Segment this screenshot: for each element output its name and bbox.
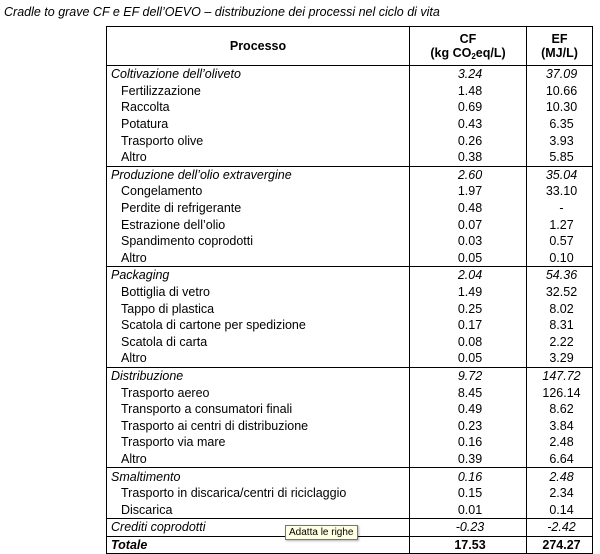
table-row <box>107 116 593 133</box>
process-cell: Spandimento coprodotti <box>107 233 410 250</box>
cf-cell: 9.72 <box>410 367 527 384</box>
process-cell: Totale <box>107 536 410 554</box>
table-row <box>107 485 593 502</box>
cf-cell: 0.38 <box>410 149 527 166</box>
table-row <box>107 99 593 116</box>
process-cell: Congelamento <box>107 183 410 200</box>
table-row <box>107 216 593 233</box>
process-cell: Fertilizzazione <box>107 83 410 100</box>
ef-cell: 126.14 <box>527 384 593 401</box>
table-row <box>107 384 593 401</box>
cf-cell: 0.39 <box>410 451 527 468</box>
ef-cell: 147.72 <box>527 367 593 384</box>
ef-cell: 2.22 <box>527 334 593 351</box>
table-row <box>107 334 593 351</box>
ef-cell: 37.09 <box>527 66 593 83</box>
ef-cell: 10.30 <box>527 99 593 116</box>
cf-cell: 1.97 <box>410 183 527 200</box>
table-body <box>107 66 593 554</box>
header-cf-unit-a: (kg CO <box>430 46 472 60</box>
cf-cell: 0.69 <box>410 99 527 116</box>
process-cell: Bottiglia di vetro <box>107 284 410 301</box>
process-cell: Estrazione dell’olio <box>107 216 410 233</box>
process-cell: Scatola di carta <box>107 334 410 351</box>
table-row <box>107 300 593 317</box>
table-row <box>107 200 593 217</box>
table-row <box>107 434 593 451</box>
process-cell: Transporto a consumatori finali <box>107 401 410 418</box>
ef-cell: 2.48 <box>527 468 593 485</box>
category-row <box>107 66 593 83</box>
header-cf-unit-b: eq/L) <box>475 46 506 60</box>
ef-cell: 8.02 <box>527 300 593 317</box>
cf-cell: 0.49 <box>410 401 527 418</box>
ef-cell: 0.14 <box>527 501 593 518</box>
process-cell: Raccolta <box>107 99 410 116</box>
ef-cell: 3.29 <box>527 350 593 367</box>
process-cell: Perdite di refrigerante <box>107 200 410 217</box>
table-row <box>107 132 593 149</box>
table-row <box>107 401 593 418</box>
process-cell: Altro <box>107 451 410 468</box>
cf-cell: 17.53 <box>410 536 527 554</box>
ef-cell: 5.85 <box>527 149 593 166</box>
cf-cell: 3.24 <box>410 66 527 83</box>
cf-cell: 0.01 <box>410 501 527 518</box>
ef-cell: 6.35 <box>527 116 593 133</box>
header-row <box>107 27 593 66</box>
ef-cell: 6.64 <box>527 451 593 468</box>
table-row <box>107 183 593 200</box>
table-row <box>107 284 593 301</box>
header-ef <box>527 27 593 66</box>
ef-cell: 274.27 <box>527 536 593 554</box>
ef-cell: 8.62 <box>527 401 593 418</box>
cf-cell: 0.08 <box>410 334 527 351</box>
header-cf-unit-sub: 2 <box>471 52 476 61</box>
cf-cell: 0.05 <box>410 250 527 267</box>
process-cell: Trasporto olive <box>107 132 410 149</box>
cf-cell: 8.45 <box>410 384 527 401</box>
process-cell: Crediti coprodotti <box>107 519 410 537</box>
ef-cell: 10.66 <box>527 83 593 100</box>
table-row <box>107 250 593 267</box>
cf-cell: 0.25 <box>410 300 527 317</box>
header-ef-title: EF <box>551 32 568 46</box>
process-cell: Packaging <box>107 267 410 284</box>
process-cell: Tappo di plastica <box>107 300 410 317</box>
table-row <box>107 350 593 367</box>
process-table <box>106 26 593 554</box>
ef-cell: 8.31 <box>527 317 593 334</box>
ef-cell: 0.10 <box>527 250 593 267</box>
process-cell: Altro <box>107 350 410 367</box>
process-cell: Potatura <box>107 116 410 133</box>
header-process: Processo <box>107 27 410 66</box>
table-row <box>107 417 593 434</box>
category-row <box>107 367 593 384</box>
process-cell: Distribuzione <box>107 367 410 384</box>
process-cell: Trasporto aereo <box>107 384 410 401</box>
process-cell: Trasporto via mare <box>107 434 410 451</box>
category-row <box>107 267 593 284</box>
category-row <box>107 166 593 183</box>
ef-cell: 3.84 <box>527 417 593 434</box>
ef-cell: 1.27 <box>527 216 593 233</box>
process-cell: Smaltimento <box>107 468 410 485</box>
process-cell: Produzione dell’olio extravergine <box>107 166 410 183</box>
cf-cell: 0.43 <box>410 116 527 133</box>
process-cell: Trasporto ai centri di distribuzione <box>107 417 410 434</box>
cf-cell: 0.26 <box>410 132 527 149</box>
ef-cell: 2.48 <box>527 434 593 451</box>
ef-cell: 2.34 <box>527 485 593 502</box>
cf-cell: 0.15 <box>410 485 527 502</box>
ef-cell: 35.04 <box>527 166 593 183</box>
cf-cell: 0.05 <box>410 350 527 367</box>
table-caption: Cradle to grave CF e EF dell’OEVO – distribuzione dei processi nel ciclo di vita <box>4 5 440 19</box>
cf-cell: 0.48 <box>410 200 527 217</box>
process-cell: Coltivazione dell’oliveto <box>107 66 410 83</box>
ef-cell: 32.52 <box>527 284 593 301</box>
table-row <box>107 501 593 518</box>
ef-cell: 0.57 <box>527 233 593 250</box>
ef-cell: - <box>527 200 593 217</box>
ef-cell: 33.10 <box>527 183 593 200</box>
cf-cell: 1.49 <box>410 284 527 301</box>
tooltip: Adatta le righe <box>285 525 358 540</box>
header-ef-unit: (MJ/L) <box>541 46 578 60</box>
cf-cell: 2.04 <box>410 267 527 284</box>
process-cell: Discarica <box>107 501 410 518</box>
cf-cell: 0.07 <box>410 216 527 233</box>
header-cf-title: CF <box>459 32 477 46</box>
ef-cell: -2.42 <box>527 519 593 537</box>
process-cell: Altro <box>107 250 410 267</box>
process-cell: Scatola di cartone per spedizione <box>107 317 410 334</box>
table-row <box>107 83 593 100</box>
category-row <box>107 468 593 485</box>
process-cell: Altro <box>107 149 410 166</box>
process-cell: Trasporto in discarica/centri di riciclaggio <box>107 485 410 502</box>
cf-cell: 0.17 <box>410 317 527 334</box>
header-cf <box>410 27 527 66</box>
table-row <box>107 149 593 166</box>
table-row <box>107 451 593 468</box>
cf-cell: 0.03 <box>410 233 527 250</box>
table-row <box>107 233 593 250</box>
cf-cell: 1.48 <box>410 83 527 100</box>
cf-cell: 2.60 <box>410 166 527 183</box>
ef-cell: 3.93 <box>527 132 593 149</box>
cf-cell: 0.16 <box>410 468 527 485</box>
cf-cell: 0.23 <box>410 417 527 434</box>
ef-cell: 54.36 <box>527 267 593 284</box>
cf-cell: 0.16 <box>410 434 527 451</box>
table-row <box>107 317 593 334</box>
cf-cell: -0.23 <box>410 519 527 537</box>
